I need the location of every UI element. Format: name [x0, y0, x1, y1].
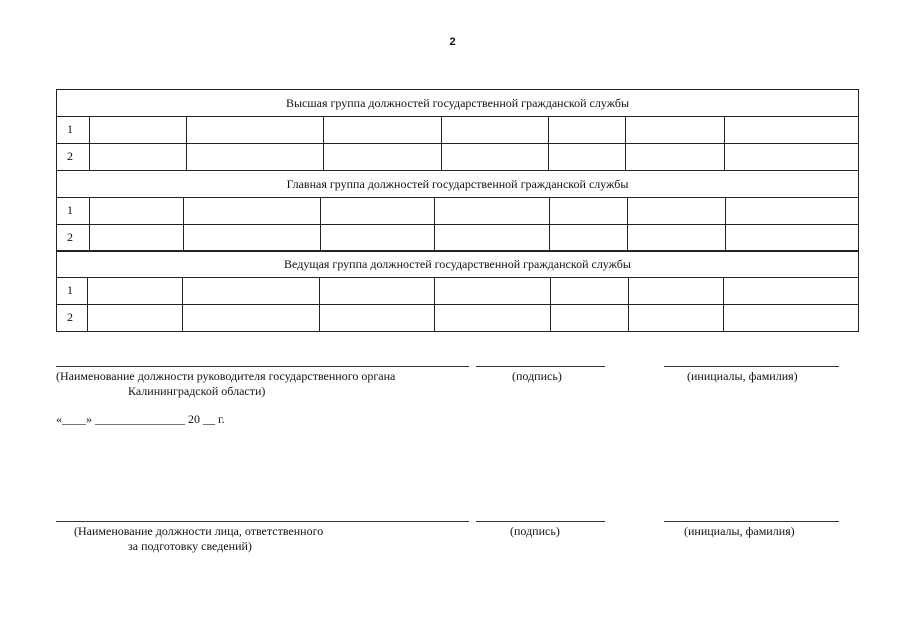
row-number: 2	[67, 310, 73, 324]
signature-line	[476, 366, 605, 367]
signature-caption: (подпись)	[512, 369, 562, 383]
table-row	[56, 198, 859, 225]
position-caption-line2: Калининградской области)	[128, 384, 266, 398]
position-caption: (Наименование должности руководителя государственного органа	[56, 369, 396, 383]
row-number: 2	[67, 230, 73, 244]
initials-line	[664, 366, 839, 367]
table-row	[56, 225, 859, 252]
position-signature-line	[56, 521, 469, 522]
position-caption-line2: за подготовку сведений)	[128, 539, 252, 553]
page-number: 2	[449, 36, 456, 48]
position-caption: (Наименование должности лица, ответственного	[74, 524, 324, 538]
row-number: 1	[67, 122, 73, 136]
initials-line	[664, 521, 839, 522]
group-title: Главная группа должностей государственной гражданской службы	[56, 170, 859, 198]
group-title: Ведущая группа должностей государственной гражданской службы	[56, 250, 859, 278]
signature-caption: (подпись)	[510, 524, 560, 538]
row-number: 1	[67, 283, 73, 297]
table-row	[56, 144, 859, 171]
row-number: 1	[67, 203, 73, 217]
initials-caption: (инициалы, фамилия)	[687, 369, 798, 383]
row-number: 2	[67, 149, 73, 163]
initials-caption: (инициалы, фамилия)	[684, 524, 795, 538]
table-row	[56, 278, 859, 305]
date-line: «____» _______________ 20 __ г.	[56, 412, 225, 426]
table-row	[56, 117, 859, 144]
position-signature-line	[56, 366, 469, 367]
signature-line	[476, 521, 605, 522]
table-row	[56, 305, 859, 332]
group-title: Высшая группа должностей государственной гражданской службы	[56, 89, 859, 117]
